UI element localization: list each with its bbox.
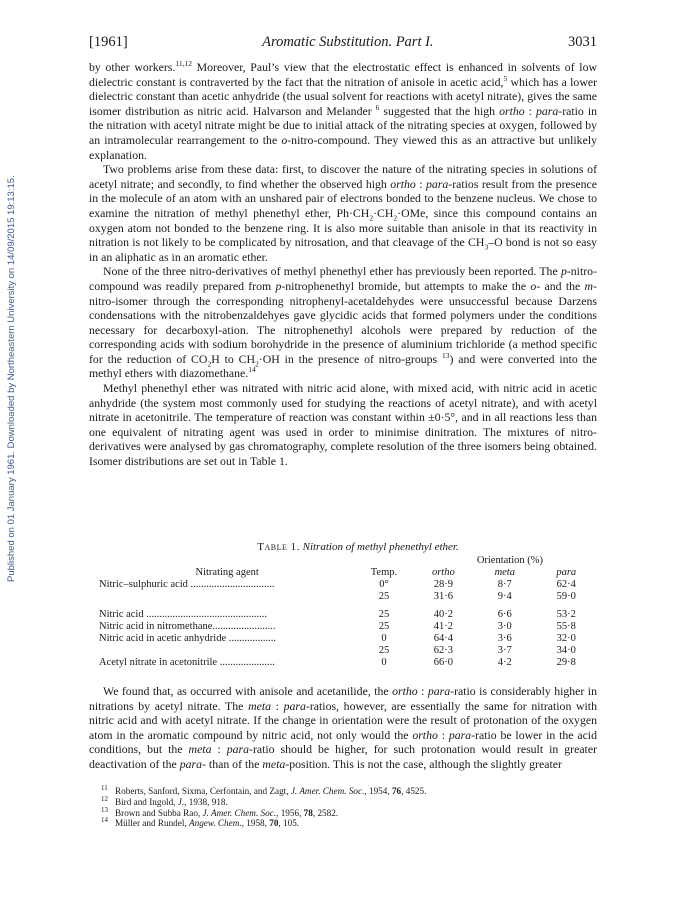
footnote-text: Roberts, Sanford, Sixma, Cerfontain, and Zagt, J. Amer. Chem. Soc., 1954, 76, 4525.	[115, 786, 427, 796]
footnote-12: 12 Bird and Ingold, J., 1938, 918.	[101, 794, 228, 807]
running-head-year: [1961]	[89, 34, 128, 50]
paragraph-1: by other workers.$^{11,12}$ Moreover, Paul’s view that the electrostatic effect is enhanced in solvents of low dielectric constant is contraverted by the fact that the nitration of anisole in acetic acid,$^5$ which has a lower dielectric constant than acetic anhydride (the usual solvent for reactions with acetyl nitrate), gives the same isomer distribution as nitric acid. Halvarson and Melander $^6$ suggested that the high ortho : para-ratio in the nitration with acetyl nitrate might be due to initial attack of the nitrating species at oxygen, followed by an intramolecular rearrangement to the o-nitro-compound. They viewed this as an attractive but unlikely explanation.	[89, 59, 598, 162]
conclusion-text	[89, 684, 597, 772]
table-row	[89, 609, 597, 621]
table-caption	[119, 541, 597, 553]
paragraph-4: Methyl phenethyl ether was nitrated with nitric acid alone, with mixed acid, with nitric acid in acetic anhydride (the system most commonly used for studying the reactions of acetyl nitrate), and with acetyl nitrate in acetonitrile. The temperature of reaction was constant within ±0·5°, and in all reactions less than one equivalent of nitrating agent was used in order to minimise dinitration. The mixtures of nitro-derivatives were analysed by gas chromatography, complete resolution of the three isomers being obtained. Isomer distributions are set out in Table 1.	[89, 381, 597, 469]
table-1	[89, 541, 597, 669]
paragraph-3: None of the three nitro-derivatives of methyl phenethyl ether has previously been reported. The p-nitro-compound was readily prepared from p-nitrophenethyl bromide, but attempts to make the o- and the m-nitro-isomer through the corresponding nitrophenyl-acetaldehydes were unsuccessful because Darzens condensations with the nitrobenzaldehyes gave glycidic acids that formed polymers under the conditions necessary for decarboxyl-ation. The nitrophenethyl alcohols were prepared by reduction of the corresponding acids with sodium borohydride in the presence of aluminium trichloride (a method specific for the reduction of $CO_2H$ to $CH_2\cdot OH$ in the presence of nitro-groups $^{13}$) and were converted into the methyl ethers with diazomethane.$^{14}$	[89, 264, 598, 381]
nitration-table	[89, 555, 597, 669]
cell-temp: 0	[381, 633, 387, 644]
cell-agent: Nitric acid in nitromethane........................	[99, 621, 276, 632]
running-head-title: Aromatic Substitution. Part I.	[262, 34, 434, 50]
cell-agent	[89, 645, 355, 657]
cell-para: 59·0	[556, 591, 576, 602]
footnote-text: Bird and Ingold, J., 1938, 918.	[115, 796, 228, 807]
download-watermark[interactable]: Published on 01 January 1961. Downloaded by Northeastern University on 14/09/2015 19:13:15.	[6, 175, 17, 582]
cell-agent: Acetyl nitrate in acetonitrile .....................	[99, 657, 275, 668]
cell-ortho: 28·9	[433, 579, 453, 590]
cell-para: 34·0	[556, 645, 576, 656]
table-group-header-row	[89, 555, 597, 567]
cell-agent: Nitric–sulphuric acid ................................	[99, 579, 275, 590]
footnote-text: Brown and Subba Rao, J. Amer. Chem. Soc., 1956, 78, 2582.	[115, 807, 339, 818]
footnote-text: Müller and Rundel, Angew. Chem., 1958, 70, 105.	[115, 818, 300, 829]
cell-agent: Nitric acid ..............................................	[99, 609, 267, 620]
cell-ortho: 66·0	[433, 657, 453, 668]
cell-meta: 8·7	[497, 579, 512, 590]
cell-meta: 3·7	[497, 645, 512, 656]
header-para: para	[556, 567, 577, 578]
table-caption-text: Nitration of methyl phenethyl ether.	[302, 541, 459, 553]
cell-para: 29·8	[556, 657, 576, 668]
page-number: 3031	[568, 34, 597, 50]
header-temp: Temp.	[370, 567, 398, 578]
cell-temp: 0°	[379, 579, 389, 590]
cell-temp: 25	[378, 591, 390, 602]
body-text	[89, 60, 597, 469]
cell-ortho: 41·2	[433, 621, 453, 632]
cell-meta: 3·0	[497, 621, 512, 632]
cell-agent	[89, 591, 355, 603]
cell-para: 53·2	[556, 609, 576, 620]
cell-para: 32·0	[556, 633, 576, 644]
cell-para: 55·8	[556, 621, 576, 632]
cell-meta: 4·2	[497, 657, 512, 668]
footnotes	[101, 783, 581, 829]
cell-meta: 9·4	[497, 591, 512, 602]
table-row	[89, 579, 597, 591]
orientation-header: Orientation (%)	[476, 555, 543, 566]
footnote-14: 14 Müller and Rundel, Angew. Chem., 1958, 70, 105.	[101, 816, 300, 829]
cell-temp: 0	[381, 657, 387, 668]
footnote-13: 13 Brown and Subba Rao, J. Amer. Chem. Soc., 1956, 78, 2582.	[101, 805, 339, 818]
table-row	[89, 645, 597, 657]
footnote-11: 11 Roberts, Sanford, Sixma, Cerfontain, and Zagt, J. Amer. Chem. Soc., 1954, 76, 4525.	[101, 783, 427, 796]
running-head	[89, 34, 597, 54]
cell-ortho: 40·2	[433, 609, 453, 620]
cell-temp: 25	[378, 621, 390, 632]
cell-temp: 25	[378, 609, 390, 620]
table-row	[89, 591, 597, 603]
table-header-row	[89, 567, 597, 579]
cell-ortho: 64·4	[433, 633, 453, 644]
cell-agent: Nitric acid in acetic anhydride ..................	[99, 633, 276, 644]
cell-meta: 3·6	[497, 633, 512, 644]
header-meta: meta	[494, 567, 515, 578]
table-row	[89, 621, 597, 633]
cell-ortho: 31·6	[433, 591, 453, 602]
paragraph-findings: We found that, as occurred with anisole and acetanilide, the ortho : para-ratio is considerably higher in nitrations by acetyl nitrate. The meta : para-ratios, however, are essentially the same for nitration with nitric acid and with acetyl nitrate. If the change in orientation were the result of protonation of the oxygen atom in the aromatic compound by nitric acid, not only would the ortho : para-ratio be lower in the acid conditions, but the meta : para-ratio should be higher, for such protonation would result in greater deactivation of the para- than of the meta-position. This is not the case, although the slightly greater	[89, 684, 597, 771]
header-ortho: ortho	[431, 567, 455, 578]
cell-para: 62·4	[556, 579, 576, 590]
header-agent: Nitrating agent	[195, 567, 259, 578]
cell-meta: 6·6	[497, 609, 512, 620]
table-caption-label: Table 1.	[257, 541, 300, 553]
cell-temp: 25	[378, 645, 390, 656]
paragraph-2: Two problems arise from these data: first, to discover the nature of the nitrating species in solutions of acetyl nitrate; and secondly, to find whether the observed high ortho : para-ratios result from the presence in the molecule of an atom with an unshared pair of electrons bonded to the benzene nucleus. We chose to examine the nitration of methyl phenethyl ether, $Ph\cdot CH_2\cdot CH_2\cdot OMe$, since this compound contains an oxygen atom not bonded to the benzene ring. It is also more suitable than anisole in that its reactivity in nitration is not likely to be complicated by nitrosation, and that cleavage of the $CH_3-O$ bond is not so easy in an aliphatic as in an aromatic ether.	[89, 162, 597, 264]
table-row	[89, 657, 597, 669]
cell-ortho: 62·3	[433, 645, 453, 656]
table-row	[89, 633, 597, 645]
